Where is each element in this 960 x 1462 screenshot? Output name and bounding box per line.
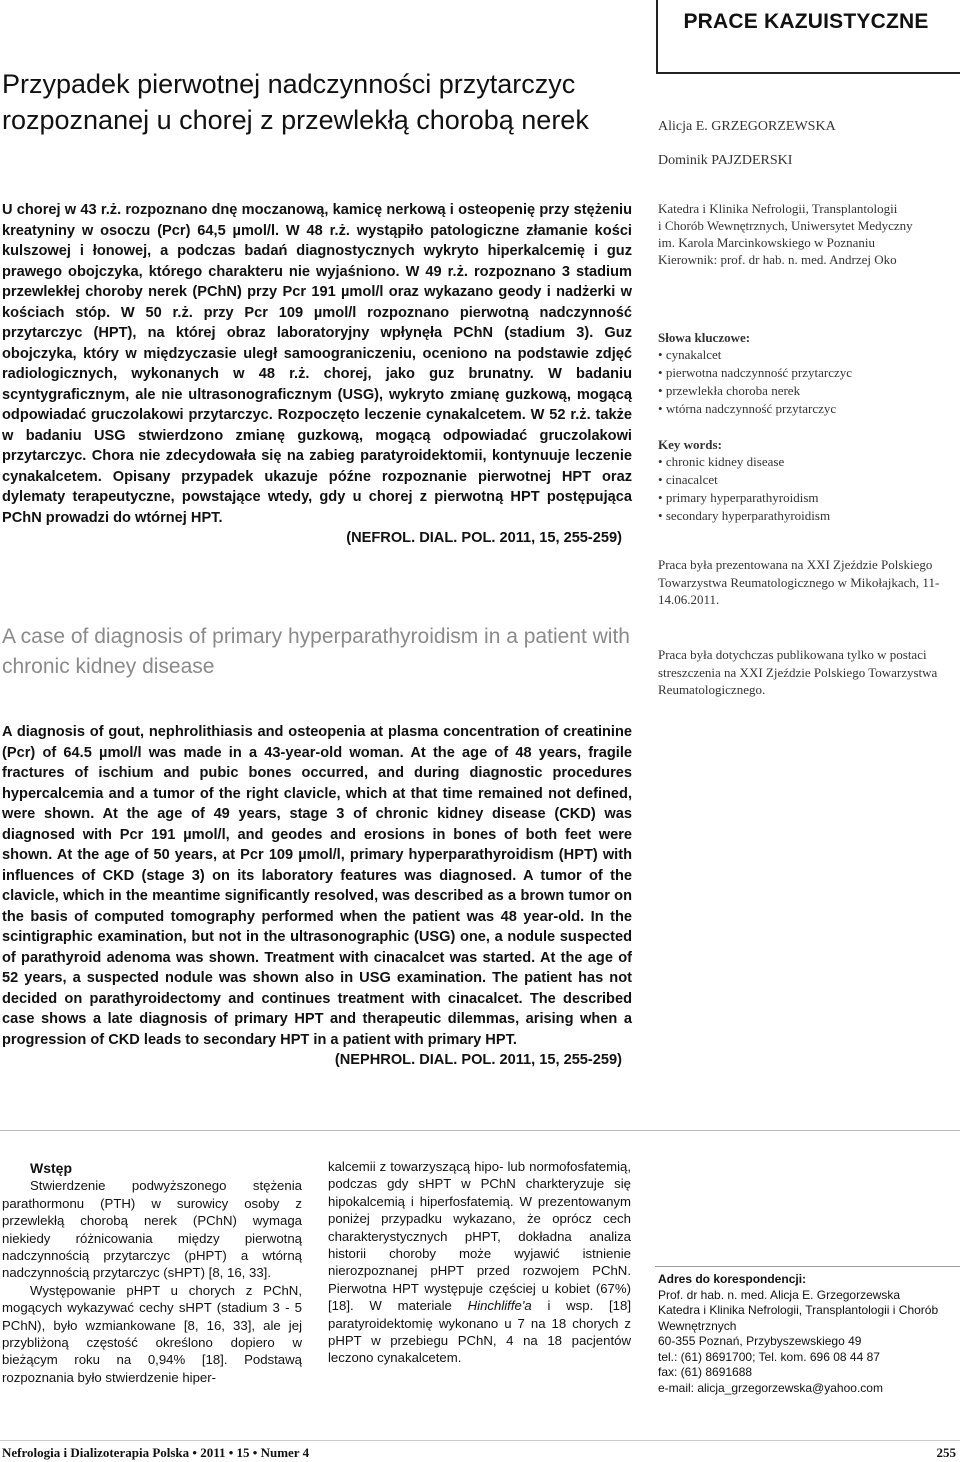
slowa-kluczowe [658, 330, 958, 418]
abstract-en [2, 722, 632, 1071]
paragraph: Występowanie pHPT u chorych z PChN, mogących wykazywać cechy sHPT (stadium 3 - 5 PChN), było wzmiankowane [8, 16, 33], ale jej przybliżoną częstość określono dopiero w bieżącym roku na 0,94% [18]. Podstawą rozpoznania było stwierdzenie hiper- [2, 1282, 302, 1385]
abstract-en-text: A diagnosis of gout, nephrolithiasis and osteopenia at plasma concentration of creatinine (Pcr) of 64.5 µmol/l was made in a 43-year-old woman. At the age of 48 years, fragile fractures of ischium and pubic bones occurred, and during diagnostic procedures hypercalcemia and a tumor of the right clavicle, which at that time remained not defined, were shown. At the age of 49 years, stage 3 of chronic kidney disease (CKD) was diagnosed with Pcr 191 µmol/l, and geodes and erosions in bones of both feet were shown. At the age of 50 years, at Pcr 109 µmol/l, primary hyperparathyroidism (HPT) with influences of CKD (stage 3) on its laboratory features was diagnosed. A tumor of the clavicle, which in the meantime significantly resolved, was described as a brown tumor on the basis of computed tomography performed when the patient was 48 year-old. In the scintigraphic examination, but not in the ultrasonographic (USG) one, a nodule suspected of parathyroid adenoma was shown. Treatment with cinacalcet was started. At the age of 52 years, a suspected nodule was shown also in USG examination. The patient has not decided on parathyroidectomy and continues treatment with cinacalcet. The described case shows a late diagnosis of primary HPT and therapeutic dilemmas, arising when a progression of CKD leads to secondary HPT in a patient with primary HPT. [2, 724, 632, 1048]
correspondence-line: Prof. dr hab. n. med. Alicja E. Grzegorzewska [658, 1287, 901, 1302]
body-column-2 [328, 1158, 631, 1367]
author-1: Alicja E. GRZEGORZEWSKA [658, 119, 836, 134]
citation-pl: (NEFROL. DIAL. POL. 2011, 15, 255-259) [346, 530, 622, 546]
author-2: Dominik PAJZDERSKI [658, 153, 793, 168]
correspondence-divider [655, 1266, 960, 1267]
correspondence-line: tel.: (61) 8691700; Tel. kom. 696 08 44 87 [658, 1349, 880, 1364]
correspondence-line: 60-355 Poznań, Przybyszewskiego 49 [658, 1334, 862, 1348]
keyword-en: • chronic kidney disease [658, 453, 958, 471]
abstract-pl [2, 200, 632, 549]
title-en: A case of diagnosis of primary hyperparathyroidism in a patient with chronic kidney disease [2, 625, 630, 678]
keyword-pl: • pierwotna nadczynność przytarczyc [658, 364, 958, 382]
footer-divider [0, 1440, 960, 1441]
affiliation-line: i Chorób Wewnętrznych, Uniwersytet Medyczny [658, 218, 913, 233]
key-words [658, 437, 958, 525]
intro-heading: Wstęp [30, 1160, 72, 1176]
correspondence-line: Katedra i Klinika Nefrologii, Transplantologii i Chorób Wewnętrznych [658, 1303, 939, 1333]
keyword-pl: • przewlekła choroba nerek [658, 382, 958, 400]
title-pl: Przypadek pierwotnej nadczynności przytarczyc rozpoznanej u chorej z przewlekłą chorobą nerek [2, 69, 589, 135]
correspondence-title: Adres do korespondencji: [658, 1272, 807, 1286]
affiliation [658, 200, 958, 268]
paragraph-part: kalcemii z towarzyszącą hipo- lub normofosfatemią, podczas gdy sHPT w PChN charkteryzuje się hipokalcemią i hiperfosfatemią. W prezentowanym poniżej przypadku wykazano, że oprócz cech charakterystycznych pHPT, dokładna analiza historii choroby może wyjawić istnienie nierozpoznanej pHPT przed rozwojem PChN. Pierwotna HPT występuje częściej u kobiet (67%) [18]. W materiale [328, 1159, 631, 1314]
correspondence-address [658, 1272, 960, 1396]
keyword-pl: • wtórna nadczynność przytarczyc [658, 400, 958, 418]
author-name-italic: Hinchliffe'a [467, 1298, 532, 1314]
paragraph: Stwierdzenie podwyższonego stężenia parathormonu (PTH) w surowicy osoby z przewlekłą chorobą nerek (PChN) wymaga niekiedy różnicowania między pierwotną nadczynnością przytarczyc (pHPT) a wtórną nadczynnością przytarczyc (sHPT) [8, 16, 33]. [2, 1178, 302, 1281]
affiliation-line: Kierownik: prof. dr hab. n. med. Andrzej Oko [658, 252, 897, 267]
publication-note: Praca była dotychczas publikowana tylko w postaci streszczenia na XXI Zjeździe Polskiego Towarzystwa Reumatologicznego. [658, 647, 938, 697]
keyword-pl: • cynakalcet [658, 346, 958, 364]
paragraph [328, 1158, 631, 1367]
correspondence-email[interactable]: e-mail: alicja_grzegorzewska@yahoo.com [658, 1380, 883, 1395]
presentation-note: Praca była prezentowana na XXI Zjeździe Polskiego Towarzystwa Reumatologicznego w Mikołajkach, 11-14.06.2011. [658, 557, 940, 607]
slowa-title: Słowa kluczowe: [658, 330, 751, 345]
body-column-1 [2, 1160, 302, 1386]
affiliation-line: Katedra i Klinika Nefrologii, Transplantologii [658, 201, 898, 216]
authors [658, 110, 958, 178]
abstract-pl-text: U chorej w 43 r.ż. rozpoznano dnę moczanową, kamicę nerkową i osteopenię przy stężeniu kreatyniny w osoczu (Pcr) 64,5 µmol/l. W 48 r.ż. wystąpiło patologiczne złamanie kości kulszowej i łonowej, a podczas badań diagnostycznych wykryto hiperkalcemię i guz prawego obojczyka, którego charakteru nie wyjaśniono. W 49 r.ż. rozpoznano 3 stadium przewlekłej choroby nerek (PChN) przy Pcr 191 µmol/l oraz wykazano geody i nadżerki w kościach stóp. W 50 r.ż. przy Pcr 109 µmol/l rozpoznano pierwotną nadczynność przytarczyc (HPT), na której obraz laboratoryjny wpłynęła PChN (stadium 3). Guz obojczyka, który w międzyczasie uległ samoograniczeniu, oceniono na podstawie zdjęć radiologicznych, wykonanych w 48 r.ż. chorej, jako guz brunatny. W badaniu scyntygraficznym, ale nie ultrasonograficznym (USG), wykryto zmianę guzkową, mogącą odpowiadać gruczolakowi przytarczyc. Rozpoczęto leczenie cynakalcetem. W 52 r.ż. także w badaniu USG stwierdzono zmianę guzkową, mogącą odpowiadać gruczolakowi przytarczyc. Chora nie zdecydowała się na zabieg paratyroidektomii, kontynuuje leczenie cynakalcetem. Opisany przypadek ukazuje późne rozpoznanie pierwotnej HPT oraz dylematy terapeutyczne, powstające wtedy, gdy u chorej z pierwotną HPT postępująca PChN prowadzi do wtórnej HPT. [2, 202, 632, 526]
section-badge: PRACE KAZUISTYCZNE [683, 10, 929, 33]
affiliation-line: im. Karola Marcinkowskiego w Poznaniu [658, 235, 875, 250]
keyword-en: • primary hyperparathyroidism [658, 489, 958, 507]
journal-footer: Nefrologia i Dializoterapia Polska • 2011 • 15 • Numer 4 [2, 1445, 310, 1460]
keywords-title: Key words: [658, 437, 722, 452]
keyword-en: • cinacalcet [658, 471, 958, 489]
section-divider [0, 1130, 960, 1131]
keyword-en: • secondary hyperparathyroidism [658, 507, 958, 525]
paragraph-part: i wsp. [18] paratyroidektomię wykonano u 7 na 18 chorych z pHPT w przebiegu PChN, 4 na 18 pacjentów leczono cynakalcetem. [328, 1298, 631, 1366]
correspondence-line: fax: (61) 8691688 [658, 1365, 753, 1379]
citation-en: (NEPHROL. DIAL. POL. 2011, 15, 255-259) [334, 1052, 622, 1068]
page-number: 255 [936, 1445, 956, 1460]
